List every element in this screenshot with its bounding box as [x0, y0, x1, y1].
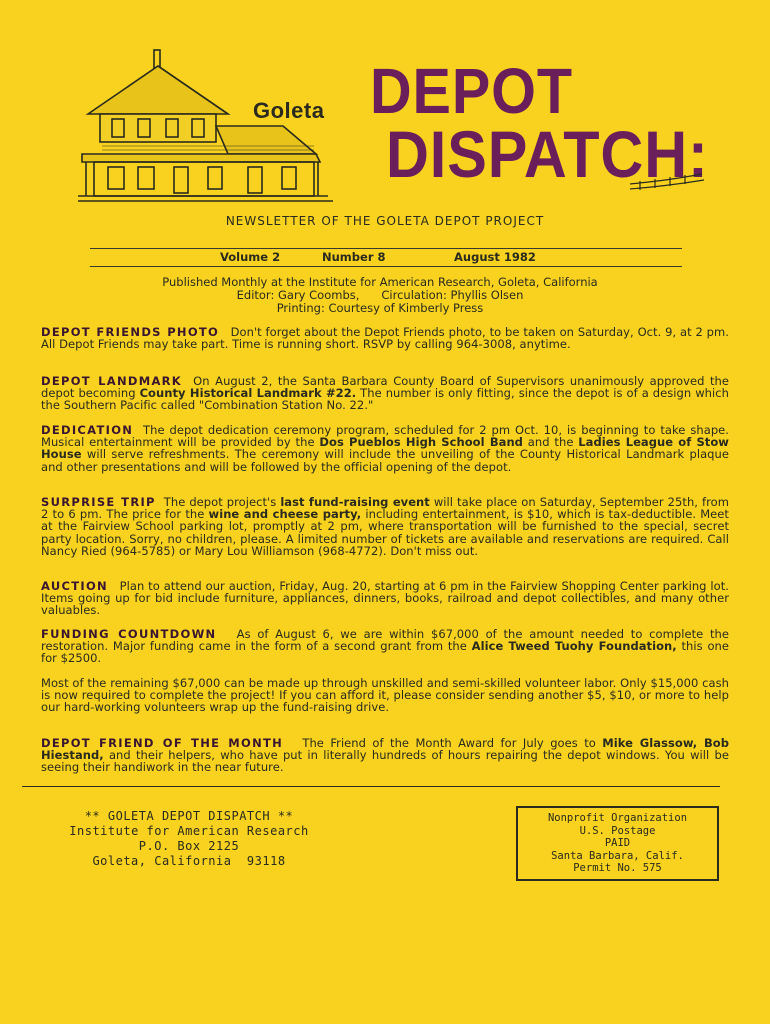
article-text: As of August 6, we are within $67,000 of the amount needed to complete the restoration. Major funding came in the form of a second grant from the [41, 627, 729, 654]
article-text: will take place on Saturday, September 25th, from 2 to 6 pm. The price for the [41, 495, 729, 522]
return-address-line: P.O. Box 2125 [138, 839, 240, 853]
printing-credit: Printing: Courtesy of Kimberly Press [276, 301, 484, 315]
postage-line: U.S. Postage [579, 824, 656, 837]
article-bold-text: last fund-raising event [280, 495, 430, 509]
newsletter-subtitle: NEWSLETTER OF THE GOLETA DEPOT PROJECT [225, 214, 545, 228]
article-heading: SURPRISE TRIP [41, 495, 156, 509]
issue-volume: Volume 2 [220, 250, 281, 264]
postage-line: Permit No. 575 [573, 862, 662, 874]
article-heading: DEPOT LANDMARK [41, 374, 183, 388]
divider-top [90, 248, 682, 249]
article-funding-countdown [41, 628, 729, 665]
article-bold-text: Ladies League of Stow House [41, 435, 729, 462]
masthead-title-dispatch: DISPATCH: [386, 117, 709, 191]
article-text: including entertainment, is $10, which is tax-deductible. Meet at the Fairview School parking lot, promptly at 2 pm, where transportation will be furnished to the special, secret party location. Sorry, no children, please. A limited number of tickets are available and reservations are required. Call Nancy Ried (964-5785) or Mary Lou Williamson (968-4772). Don't miss out. [41, 507, 729, 558]
article-auction [41, 580, 729, 617]
article-text: The number is only fitting, since the depot is of a design which the Southern Pacific called "Combination Station No. 22." [41, 386, 729, 413]
article-text: will serve refreshments. The ceremony will include the unveiling of the County Historical Landmark plaque and other presentations and will be followed by the official opening of the depot. [41, 447, 729, 474]
return-address-line: ** GOLETA DEPOT DISPATCH ** [84, 809, 294, 823]
issue-number: Number 8 [322, 250, 386, 264]
issue-date: August 1982 [454, 250, 536, 264]
publication-line: Published Monthly at the Institute for American Research, Goleta, California [162, 275, 598, 289]
postage-indicia [516, 806, 719, 881]
article-bold-text: Alice Tweed Tuohy Foundation, [471, 639, 677, 654]
article-landmark [41, 375, 729, 412]
return-address-line: Institute for American Research [69, 824, 309, 838]
article-text: The depot project's [163, 495, 281, 509]
article-text: this one for $2500. [41, 639, 729, 666]
return-address-line: Goleta, California 93118 [92, 854, 286, 868]
postage-line: Santa Barbara, Calif. [551, 849, 684, 862]
article-heading: AUCTION [41, 579, 108, 593]
rail-tracks-illustration [630, 156, 705, 191]
masthead-goleta: Goleta [253, 98, 325, 123]
masthead [70, 40, 710, 210]
article-bold-text: Dos Pueblos High School Band [319, 435, 523, 450]
article-heading: DEPOT FRIEND OF THE MONTH [41, 736, 284, 750]
article-text: On August 2, the Santa Barbara County Board of Supervisors unanimously approved the depot becoming [41, 374, 729, 401]
circulation-credit: Circulation: Phyllis Olsen [381, 288, 524, 302]
article-bold-text: County Historical Landmark #22. [139, 386, 357, 401]
article-text: The depot dedication ceremony program, scheduled for 2 pm Oct. 10, is beginning to take shape. Musical entertainment will be provided by the [41, 423, 729, 450]
masthead-title-depot: DEPOT [370, 55, 573, 127]
article-dedication [41, 424, 729, 473]
article-bold-text: Mike Glassow, Bob Hiestand, [41, 736, 729, 763]
article-text: Don't forget about the Depot Friends photo, to be taken on Saturday, Oct. 9, at 2 pm. All Depot Friends may take part. Time is running short. RSVP by calling 964-3008, anytime. [41, 325, 729, 352]
article-text: The Friend of the Month Award for July goes to [302, 736, 603, 750]
depot-building-illustration [78, 46, 338, 211]
article-bold-text: wine and cheese party, [208, 507, 362, 522]
editor-credit: Editor: Gary Coombs, [236, 288, 360, 302]
divider-issue [90, 266, 682, 267]
postage-line: Nonprofit Organization [547, 812, 688, 824]
article-heading: DEPOT FRIENDS PHOTO [41, 325, 220, 339]
article-text: and the [522, 435, 579, 450]
article-surprise-trip [41, 496, 729, 557]
article-remaining-funds [41, 677, 729, 714]
return-address [44, 809, 334, 869]
article-heading: DEDICATION [41, 423, 134, 437]
article-text: Most of the remaining $67,000 can be made up through unskilled and semi-skilled volunteer labor. Only $15,000 cash is now required to complete the project! If you can afford it, please consider sending another $5, $10, or more to help our hard-working volunteers wrap up the fund-raising drive. [41, 676, 729, 715]
article-text: Plan to attend our auction, Friday, Aug. 20, starting at 6 pm in the Fairview Shopping Center parking lot. Items going up for bid include furniture, appliances, dinners, books, railroad and depot collectibles, and many other valuables. [41, 579, 729, 618]
publication-info [0, 276, 760, 315]
article-heading: FUNDING COUNTDOWN [41, 627, 217, 641]
postage-line: PAID [604, 837, 631, 849]
divider-bottom [22, 786, 720, 787]
article-friend-of-month [41, 737, 729, 774]
article-friends-photo [41, 326, 729, 350]
article-text: and their helpers, who have put in literally hundreds of hours repairing the depot windows. You will be seeing their handiwork in the near future. [41, 748, 729, 775]
